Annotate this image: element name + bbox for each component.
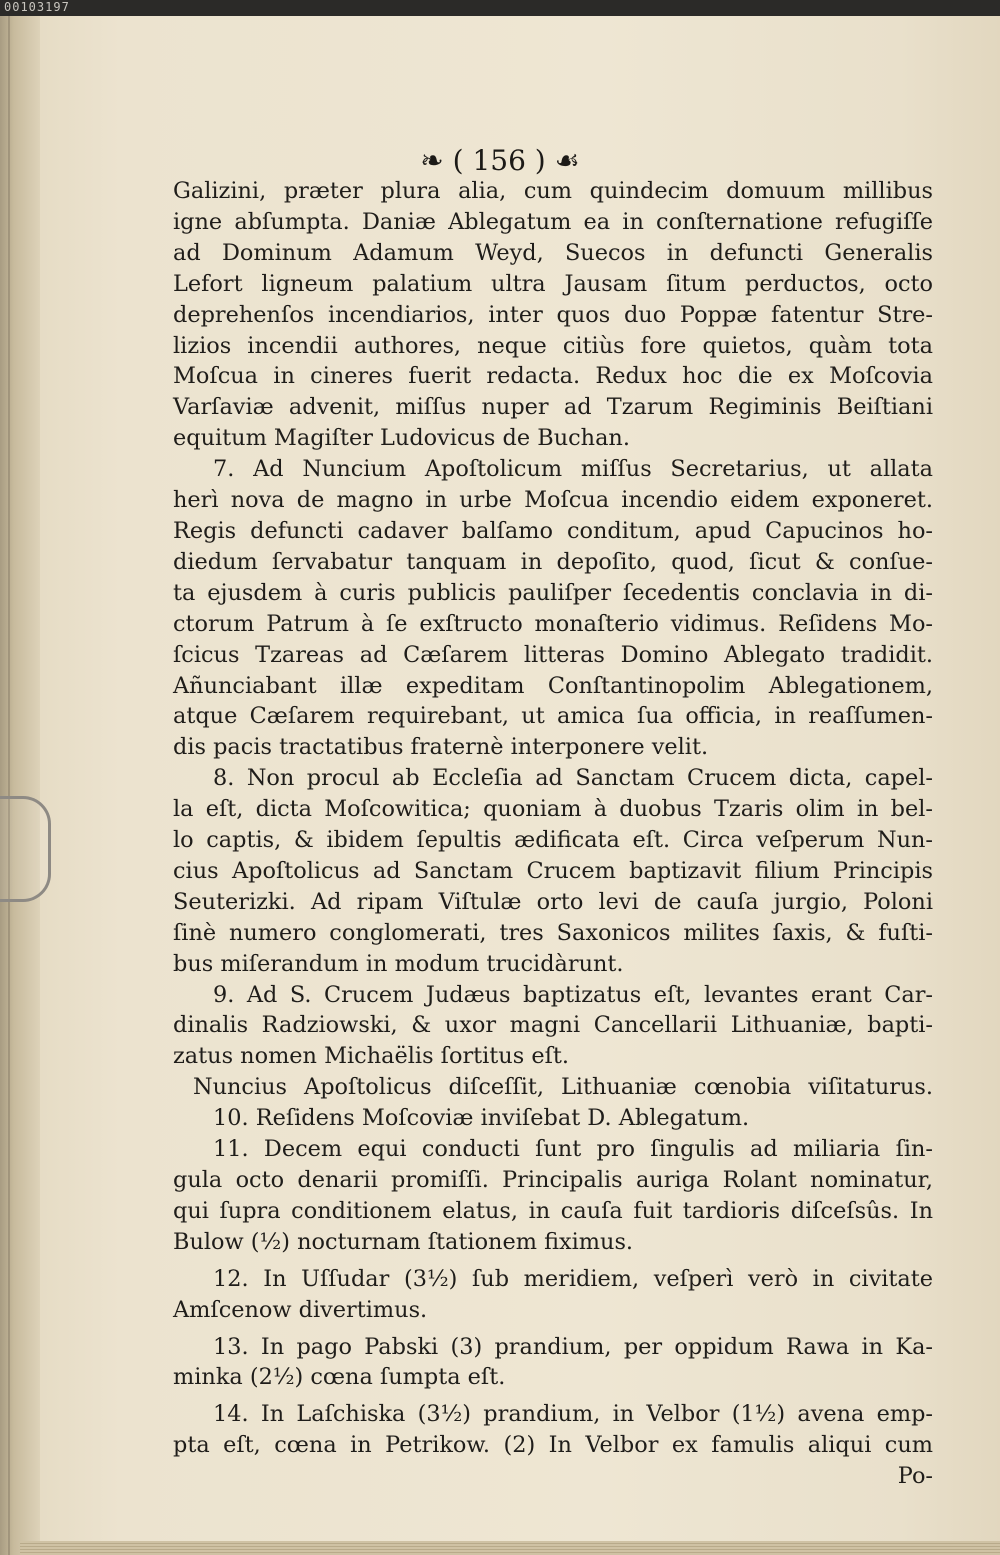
text-line: Amſcenow divertimus. bbox=[173, 1296, 428, 1323]
text-line: la eſt, dicta Moſcowitica; quoniam à duobus Tzaris olim in bel- bbox=[173, 796, 933, 823]
text-line: diedum ſervabatur tanquam in depoſito, quod, ſicut & conſue- bbox=[173, 548, 933, 575]
text-line: Añunciabant illæ expeditam Conſtantinopolim Ablegationem, bbox=[173, 672, 933, 699]
text-line: Regis defuncti cadaver balſamo conditum, apud Capucinos ho- bbox=[173, 517, 933, 544]
text-line: Seuterizki. Ad ripam Viſtulæ orto levi de cauſa jurgio, Poloni bbox=[173, 888, 933, 915]
text-line: Nuncius Apoſtolicus diſceſſit, Lithuaniæ cœnobia viſitaturus. bbox=[193, 1074, 933, 1101]
text-line: cius Apoſtolicus ad Sanctam Crucem baptizavit filium Principis bbox=[173, 857, 933, 884]
text-line: ſinè numero conglomerati, tres Saxonicos milites ſaxis, & fuſti- bbox=[173, 919, 933, 946]
page-number: ( 156 ) bbox=[452, 144, 546, 177]
text-line: deprehenſos incendiarios, inter quos duo Poppæ fatentur Stre- bbox=[173, 301, 933, 328]
page-gutter bbox=[0, 16, 40, 1555]
text-line: zatus nomen Michaëlis ſortitus eſt. bbox=[173, 1043, 569, 1070]
gutter-line bbox=[8, 16, 10, 1555]
page-header bbox=[0, 144, 1000, 177]
text-line: minka (2½) cœna ſumpta eſt. bbox=[173, 1364, 506, 1391]
text-line: equitum Magiſter Ludovicus de Buchan. bbox=[173, 425, 630, 452]
text-line: 14. In Laſchiska (3½) prandium, in Velbor (1½) avena emp- bbox=[213, 1401, 933, 1428]
text-line: 9. Ad S. Crucem Judæus baptizatus eſt, levantes erant Car- bbox=[213, 981, 933, 1008]
scan-id: 00103197 bbox=[4, 0, 70, 14]
text-line: herì nova de magno in urbe Moſcua incendio eidem exponeret. bbox=[173, 487, 933, 514]
text-line: 13. In pago Pabski (3) prandium, per oppidum Rawa in Ka- bbox=[213, 1333, 933, 1360]
text-line: qui ſupra conditionem elatus, in cauſa fuit tardioris diſceſsûs. In bbox=[173, 1197, 933, 1224]
text-line: atque Cæſarem requirebant, ut amica ſua officia, in reaſſumen- bbox=[173, 703, 933, 730]
scan-id-strip bbox=[0, 0, 1000, 16]
page-stack-edge bbox=[20, 1541, 1000, 1555]
text-line: igne abſumpta. Daniæ Ablegatum ea in conſternatione refugiſſe bbox=[173, 208, 933, 235]
text-line: lo captis, & ibidem ſepultis ædificata eſt. Circa veſperum Nun- bbox=[173, 827, 933, 854]
text-line: 11. Decem equi conducti ſunt pro ſingulis ad miliaria ſin- bbox=[213, 1136, 933, 1163]
catchword: Po- bbox=[897, 1463, 933, 1490]
text-line: gula octo denarii promiſſi. Principalis auriga Rolant nominatur, bbox=[173, 1167, 933, 1193]
text-line: ſcicus Tzareas ad Cæſarem litteras Domino Ablegato tradidit. bbox=[173, 641, 933, 668]
text-line: ctorum Patrum à ſe exſtructo monaſterio vidimus. Reſidens Mo- bbox=[173, 610, 933, 637]
text-line: 7. Ad Nuncium Apoſtolicum miſſus Secretarius, ut allata bbox=[213, 456, 933, 483]
text-line: lizios incendii authores, neque citiùs fore quietos, quàm tota bbox=[173, 332, 933, 359]
text-line: 8. Non procul ab Eccleſia ad Sanctam Crucem dicta, capel- bbox=[213, 765, 933, 792]
text-line: ad Dominum Adamum Weyd, Suecos in defuncti Generalis bbox=[173, 239, 933, 266]
text-line: bus miſerandum in modum trucidàrunt. bbox=[173, 950, 624, 977]
text-line: 12. In Uſſudar (3½) ſub meridiem, veſperì verò in civitate bbox=[213, 1265, 933, 1292]
book-page bbox=[0, 16, 1000, 1555]
header-ornament-left-icon: ❧ bbox=[420, 144, 444, 177]
text-line: Moſcua in cineres fuerit redacta. Redux hoc die ex Moſcovia bbox=[173, 363, 933, 390]
text-line: Galizini, præter plura alia, cum quindecim domuum millibus bbox=[173, 178, 933, 204]
text-line: dis pacis tractatibus fraternè interponere velit. bbox=[173, 734, 709, 761]
text-line: Varſaviæ advenit, miſſus nuper ad Tzarum Regiminis Beiſtiani bbox=[173, 394, 933, 421]
text-line: pta eſt, cœna in Petrikow. (2) In Velbor ex famulis aliqui cum bbox=[173, 1432, 933, 1459]
binding-clip bbox=[0, 796, 51, 902]
text-line: Lefort ligneum palatium ultra Jausam ſitum perductos, octo bbox=[173, 270, 933, 297]
text-line: dinalis Radziowski, & uxor magni Cancellarii Lithuaniæ, bapti- bbox=[173, 1012, 933, 1039]
text-line: ta ejusdem à curis publicis pauliſper ſecedentis conclavia in di- bbox=[173, 579, 933, 606]
text-line: Bulow (½) nocturnam ſtationem fiximus. bbox=[173, 1228, 634, 1255]
body-text bbox=[173, 176, 933, 1492]
text-line: 10. Reſidens Moſcoviæ inviſebat D. Ablegatum. bbox=[213, 1105, 750, 1132]
header-ornament-right-icon: ☙ bbox=[554, 144, 580, 177]
